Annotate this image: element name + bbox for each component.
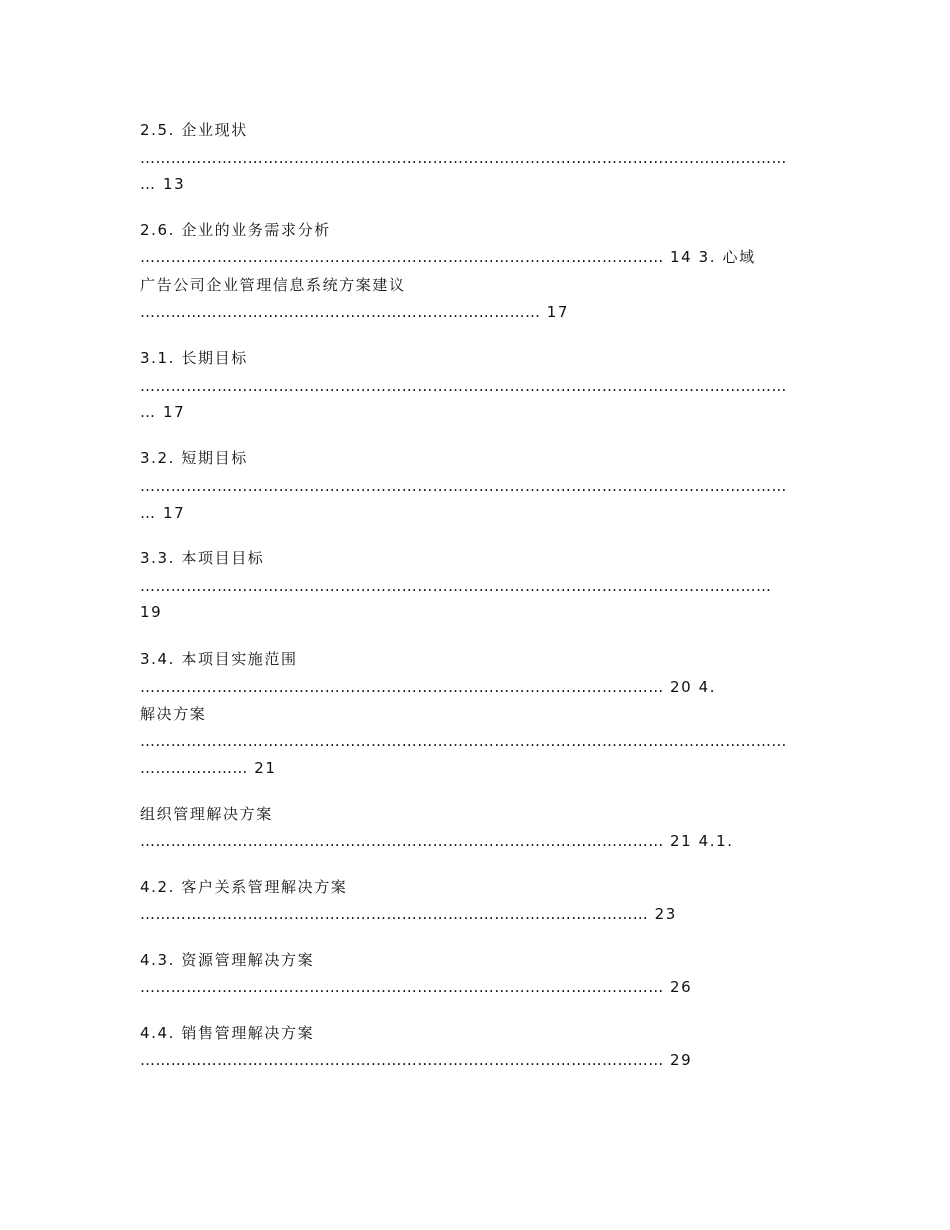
toc-entry-4-2-leader: ……………………………………………………………………………………… [140, 905, 649, 923]
toc-entry-4-leader-cont: ………………… [140, 759, 248, 777]
toc-entry-4-leader-row [140, 758, 276, 778]
toc-entry-3-title: 广告公司企业管理信息系统方案建议 [140, 276, 406, 294]
toc-entry-3-4-leader: ………………………………………………………………………………………… [140, 678, 664, 696]
toc-entry-4-3-leader: ………………………………………………………………………………………… [140, 978, 664, 996]
toc-entry-2-5-leader: ……………………………………………………………………………………………………………… [140, 149, 787, 167]
toc-entry-4-2-leader-row [140, 904, 677, 924]
toc-entry-4-1-leader-row [140, 831, 734, 851]
toc-entry-2-6-tail: 14 3. 心域 [669, 248, 756, 266]
toc-entry-4-title: 解决方案 [140, 705, 207, 723]
toc-entry-4-2-page: 23 [654, 905, 677, 923]
toc-entry-3-1-page: … 17 [140, 403, 186, 421]
toc-entry-4-3-leader-row [140, 977, 692, 997]
toc-entry-3-leader-row [140, 302, 569, 322]
toc-entry-4-leader: ……………………………………………………………………………………………………………… [140, 732, 787, 750]
toc-entry-3-3-leader: …………………………………………………………………………………………………………… [140, 577, 772, 595]
toc-entry-4-4-leader: ………………………………………………………………………………………… [140, 1051, 664, 1069]
toc-entry-4-4-page: 29 [669, 1051, 693, 1069]
toc-entry-2-5-title: 2.5. 企业现状 [140, 121, 248, 139]
toc-entry-2-6-title: 2.6. 企业的业务需求分析 [140, 221, 331, 239]
toc-entry-4-1-tail: 21 4.1. [669, 832, 734, 850]
toc-entry-4-4-title: 4.4. 销售管理解决方案 [140, 1024, 315, 1042]
toc-entry-4-1-title: 组织管理解决方案 [140, 805, 273, 823]
toc-entry-2-5-page: … 13 [140, 175, 186, 193]
toc-entry-4-3-page: 26 [669, 978, 693, 996]
toc-entry-3-2-title: 3.2. 短期目标 [140, 449, 248, 467]
toc-entry-3-1-leader: ……………………………………………………………………………………………………………… [140, 377, 787, 395]
toc-entry-2-6-leader-row [140, 247, 756, 267]
toc-entry-3-4-title: 3.4. 本项目实施范围 [140, 650, 298, 668]
toc-entry-3-1-title: 3.1. 长期目标 [140, 349, 248, 367]
toc-entry-4-page: 21 [254, 759, 277, 777]
toc-entry-4-3-title: 4.3. 资源管理解决方案 [140, 951, 315, 969]
toc-entry-3-3-title: 3.3. 本项目目标 [140, 549, 265, 567]
toc-entry-4-4-leader-row [140, 1050, 692, 1070]
toc-entry-3-4-leader-row [140, 677, 716, 697]
toc-entry-3-page: 17 [546, 303, 570, 321]
toc-entry-3-leader: …………………………………………………………………… [140, 303, 541, 321]
toc-entry-3-2-leader: ……………………………………………………………………………………………………………… [140, 477, 787, 495]
toc-entry-2-6-leader: ………………………………………………………………………………………… [140, 248, 664, 266]
toc-entry-3-3-page: 19 [140, 603, 163, 621]
toc-entry-4-1-leader: ………………………………………………………………………………………… [140, 832, 664, 850]
toc-entry-3-2-page: … 17 [140, 504, 186, 522]
toc-entry-3-4-tail: 20 4. [669, 678, 717, 696]
toc-entry-4-2-title: 4.2. 客户关系管理解决方案 [140, 878, 348, 896]
